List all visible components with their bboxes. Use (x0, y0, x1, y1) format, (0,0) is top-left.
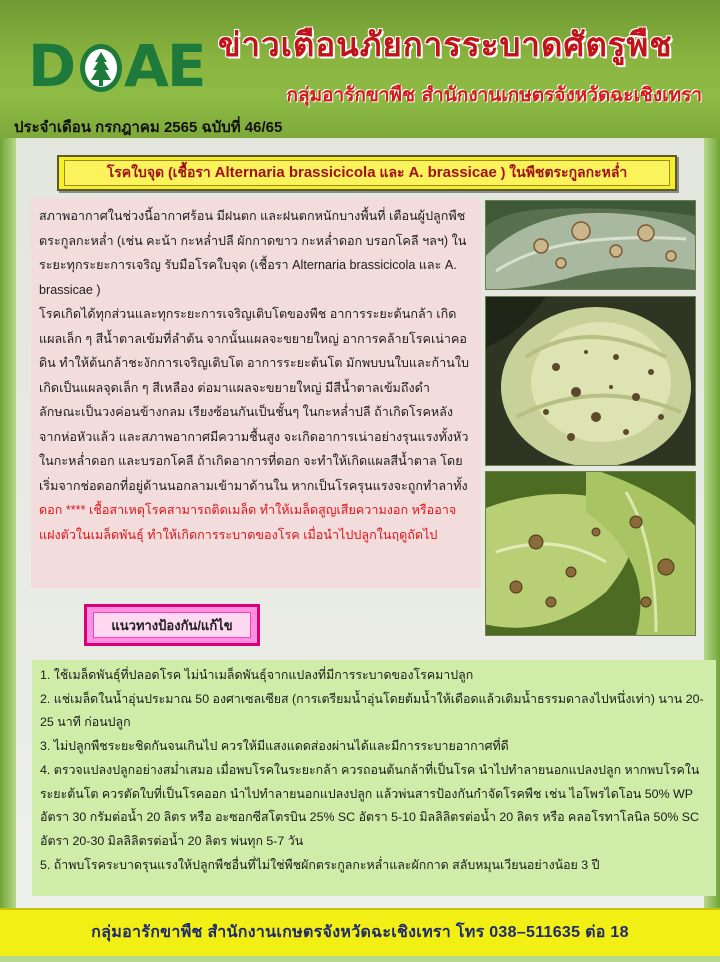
issue-info: ประจำเดือน กรกฎาคม 2565 ฉบับที่ 46/65 (14, 119, 283, 136)
leaf-lesion-photo (485, 471, 696, 636)
pathogen-name-2: A. brassicae (408, 164, 497, 181)
disease-title: โรคใบจุด (เชื้อรา Alternaria brassicicola และ A. brassicae ) ในพืชตระกูลกะหล่ำ (106, 164, 628, 181)
list-item: 3. ไม่ปลูกพืชระยะชิดกันจนเกินไป ควรให้มีแสงแดดส่องผ่านได้และมีการระบายอากาศที่ดี (40, 739, 509, 754)
pathogen-name-1: Alternaria brassicicola (214, 164, 376, 181)
doae-logo (28, 32, 205, 100)
description-panel (31, 198, 481, 588)
list-item: 1. ใช้เมล็ดพันธุ์ที่ปลอดโรค ไม่นำเมล็ดพันธุ์จากแปลงที่มีการระบาดของโรคมาปลูก (40, 668, 474, 682)
leaf-lesion-image (486, 472, 695, 635)
page-title: ข่าวเตือนภัยการระบาดศัตรูพืช (218, 25, 673, 64)
page-subtitle: กลุ่มอารักขาพืช สำนักงานเกษตรจังหวัดฉะเชิงเทรา (286, 84, 702, 106)
left-border-stripe (0, 138, 16, 913)
list-item: 2. แช่เมล็ดในน้ำอุ่นประมาณ 50 องศาเซลเซียส (การเตรียมน้ำอุ่นโดยต้มน้ำให้เดือดแล้วเติมน้ำธรรมดาลงไปหนึ่งเท่า) นาน 20-25 นาที ก่อนปลูก (40, 691, 704, 730)
disease-title-bar (57, 155, 677, 191)
footer-contact: กลุ่มอารักขาพืช สำนักงานเกษตรจังหวัดฉะเชิงเทรา โทร 038–511635 ต่อ 18 (91, 923, 629, 941)
leaf-spot-photo (485, 200, 696, 290)
cabbage-head-image (486, 297, 695, 465)
list-item: 5. ถ้าพบโรคระบาดรุนแรงให้ปลูกพืชอื่นที่ไม่ใช่พืชผักตระกูลกะหล่ำและผักกาด สลับหมุนเวียนอย่างน้อย 3 ปี (40, 857, 600, 872)
seed-warning-text: ดอก **** เชื้อสาเหตุโรคสามารถติดเมล็ด ทำให้เมล็ดสูญเสียความงอก หรืออาจแฝงตัวในเมล็ดพันธุ์ ทำให้เกิดการระบาดของโรค เมื่อนำไปปลูกในฤดูถัดไป (39, 503, 457, 542)
prevention-label-text: แนวทางป้องกัน/แก้ไข (93, 612, 251, 638)
description-paragraph-2: โรคเกิดได้ทุกส่วนและทุกระยะการเจริญเติบโตของพืช อาการระยะต้นกล้า เกิดแผลเล็ก ๆ สีน้ำตาลเข้มที่ลำต้น จากนั้นแผลจะขยายใหญ่ อาการคล้ายโรคเน่าคอดิน ทำให้ต้นกล้าชะงักการเจริญเติบโต อาการระยะต้นโต มักพบบนใบและก้านใบ เกิดเป็นแผลจุดเล็ก ๆ สีเหลือง ต่อมาแผลจะขยายใหญ่ มีสีน้ำตาลเข้มถึงดำ ลักษณะเป็นวงค่อนข้างกลม เรียงซ้อนกันเป็นชั้นๆ ในกะหล่ำปลี ถ้าเกิดโรคหลังจากห่อหัวแล้ว และสภาพอากาศมีความชื้นสูง จะเกิดอาการเน่าอย่างรุนแรงทั้งหัว ในกะหล่ำดอก และบรอกโคลี ถ้าเกิดอาการที่ดอก จะทำให้เกิดแผลสีน้ำตาล โดยเริ่มจากช่อดอกที่อยู่ด้านนอกลามเข้ามาด้านใน หากเป็นโรครุนแรงจะถูกทำลาทั้งดอก **** เชื้อสาเหตุโรคสามารถติดเมล็ด ทำให้เมล็ดสูญเสียความงอก หรืออาจแฝงตัวในเมล็ดพันธุ์ ทำให้เกิดการระบาดของโรค เมื่อนำไปปลูกในฤดูถัดไป (39, 307, 469, 542)
leaf-spot-image (486, 201, 695, 289)
prevention-list (32, 660, 716, 877)
cabbage-head-photo (485, 296, 696, 466)
prevention-measures-panel (32, 660, 716, 896)
logo-letters-ae: AE (124, 32, 205, 100)
header-banner (0, 0, 720, 138)
footer-bar (0, 908, 720, 962)
description-paragraph-1: สภาพอากาศในช่วงนี้อากาศร้อน มีฝนตก และฝนตกหนักบางพื้นที่ เตือนผู้ปลูกพืชตระกูลกะหล่ำ (เช่น คะน้า กะหล่ำปลี ผักกาดขาว กะหล่ำดอก บรอกโคลี ฯลฯ) ในระยะทุกระยะการเจริญ รับมือโรคใบจุด (เชื้อรา Alternaria brassicicola และ A. brassicae ) (39, 209, 467, 297)
list-item: 4. ตรวจแปลงปลูกอย่างสม่ำเสมอ เมื่อพบโรคในระยะกล้า ควรถอนต้นกล้าที่เป็นโรค นำไปทำลายนอกแปลงปลูก หากพบโรคในระยะต้นโต ควรตัดใบที่เป็นโรคออก นำไปทำลายนอกแปลงปลูก แล้วพ่นสารป้องกันกำจัดโรคพืช เช่น ไอโพรไดโอน 50% WP อัตรา 30 กรัมต่อน้ำ 20 ลิตร หรือ อะซอกซีสโตรบิน 25% SC อัตรา 5-10 มิลลิลิตรต่อน้ำ 20 ลิตร หรือ คลอโรทาโลนิล 50% SC อัตรา 20-30 มิลลิลิตรต่อน้ำ 20 ลิตร พ่นทุก 5-7 วัน (40, 762, 700, 848)
logo-letter-d: D (28, 32, 77, 100)
footer-bottom-stripe (0, 956, 720, 962)
prevention-label (84, 604, 260, 646)
seal-icon (76, 38, 126, 94)
